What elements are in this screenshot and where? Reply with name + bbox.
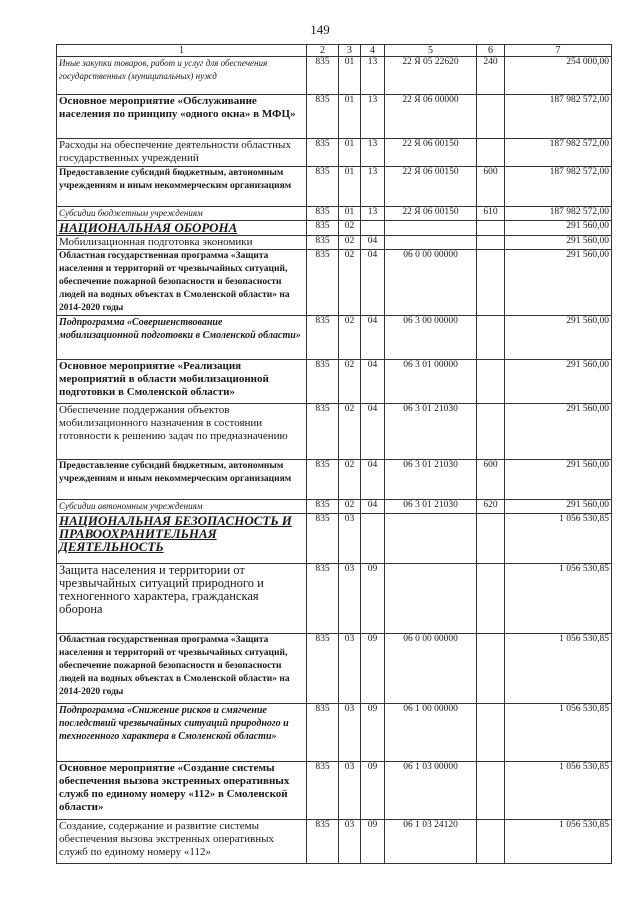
table-row [57,762,612,820]
item-name-cell: Областная государственная программа «Защита населения и территорий от чрезвычайных ситуаций, обеспечение пожарной безопасности и безопасности людей на водных объектах в Смоленской области» на 2014-2020 годы [57,634,307,704]
header-cell-1: 1 [57,45,307,57]
item-name-cell: Субсидии автономным учреждениям [57,500,307,514]
code-section-cell: 01 [339,139,361,167]
code-section-cell: 03 [339,762,361,820]
item-name-cell: Областная государственная программа «Защита населения и территорий от чрезвычайных ситуаций, обеспечение пожарной безопасности и безопасности людей на водных объектах в Смоленской области» на 2014-2020 годы [57,250,307,316]
code-section-cell: 01 [339,57,361,95]
code-admin-cell: 835 [307,704,339,762]
code-expense-type-cell [477,221,505,236]
code-expense-type-cell [477,564,505,634]
code-admin-cell: 835 [307,95,339,139]
code-target-cell: 06 1 00 00000 [385,704,477,762]
code-admin-cell: 835 [307,236,339,250]
code-expense-type-cell [477,236,505,250]
table-row [57,207,612,221]
amount-cell: 291 560,00 [505,360,612,404]
code-subsection-cell: 04 [361,404,385,460]
code-subsection-cell: 13 [361,57,385,95]
code-expense-type-cell [477,820,505,864]
code-subsection-cell: 09 [361,820,385,864]
amount-cell: 1 056 530,85 [505,564,612,634]
code-subsection-cell: 09 [361,634,385,704]
amount-cell: 1 056 530,85 [505,634,612,704]
code-admin-cell: 835 [307,139,339,167]
amount-cell: 187 982 572,00 [505,95,612,139]
amount-cell: 291 560,00 [505,250,612,316]
code-target-cell [385,236,477,250]
item-name-cell: Обеспечение поддержания объектов мобилизационного назначения в состоянии готовности к решению задач по предназначению [57,404,307,460]
code-target-cell: 22 Я 06 00000 [385,95,477,139]
code-target-cell [385,221,477,236]
code-expense-type-cell [477,634,505,704]
code-admin-cell: 835 [307,514,339,564]
table-row [57,704,612,762]
code-expense-type-cell [477,95,505,139]
code-section-cell: 03 [339,820,361,864]
code-expense-type-cell [477,316,505,360]
header-cell-4: 4 [361,45,385,57]
code-expense-type-cell [477,514,505,564]
code-target-cell: 06 1 03 00000 [385,762,477,820]
item-name-cell: Субсидии бюджетным учреждениям [57,207,307,221]
code-section-cell: 02 [339,236,361,250]
code-target-cell [385,514,477,564]
code-admin-cell: 835 [307,250,339,316]
code-section-cell: 03 [339,564,361,634]
code-subsection-cell: 04 [361,236,385,250]
item-name-cell: Основное мероприятие «Реализация мероприятий в области мобилизационной подготовки в Смоленской области» [57,360,307,404]
item-name-cell: Иные закупки товаров, работ и услуг для обеспечения государственных (муниципальных) нужд [57,57,307,95]
code-subsection-cell: 09 [361,762,385,820]
table-row [57,404,612,460]
code-expense-type-cell: 600 [477,167,505,207]
code-target-cell: 06 1 03 24120 [385,820,477,864]
code-subsection-cell: 04 [361,460,385,500]
code-section-cell: 01 [339,95,361,139]
code-admin-cell: 835 [307,207,339,221]
code-subsection-cell: 04 [361,500,385,514]
amount-cell: 1 056 530,85 [505,820,612,864]
code-target-cell: 06 0 00 00000 [385,250,477,316]
code-subsection-cell: 04 [361,316,385,360]
code-section-cell: 02 [339,316,361,360]
code-target-cell: 22 Я 06 00150 [385,207,477,221]
code-expense-type-cell: 240 [477,57,505,95]
amount-cell: 291 560,00 [505,221,612,236]
code-target-cell: 06 0 00 00000 [385,634,477,704]
code-target-cell: 22 Я 06 00150 [385,139,477,167]
item-name-cell: Подпрограмма «Снижение рисков и смягчение последствий чрезвычайных ситуаций природного и техногенного характера в Смоленской области» [57,704,307,762]
code-expense-type-cell: 620 [477,500,505,514]
code-admin-cell: 835 [307,634,339,704]
code-subsection-cell: 13 [361,139,385,167]
amount-cell: 187 982 572,00 [505,139,612,167]
code-subsection-cell [361,221,385,236]
code-expense-type-cell [477,250,505,316]
code-section-cell: 03 [339,514,361,564]
code-admin-cell: 835 [307,762,339,820]
code-subsection-cell: 13 [361,207,385,221]
code-admin-cell: 835 [307,500,339,514]
code-section-cell: 02 [339,221,361,236]
table-row [57,820,612,864]
budget-table [56,44,612,864]
header-cell-7: 7 [505,45,612,57]
code-expense-type-cell [477,360,505,404]
code-admin-cell: 835 [307,404,339,460]
amount-cell: 1 056 530,85 [505,704,612,762]
code-target-cell: 06 3 00 00000 [385,316,477,360]
code-section-cell: 03 [339,704,361,762]
code-target-cell [385,564,477,634]
amount-cell: 254 000,00 [505,57,612,95]
header-cell-2: 2 [307,45,339,57]
code-expense-type-cell [477,139,505,167]
code-admin-cell: 835 [307,820,339,864]
item-name-cell: Подпрограмма «Совершенствование мобилизационной подготовки в Смоленской области» [57,316,307,360]
amount-cell: 291 560,00 [505,500,612,514]
header-cell-3: 3 [339,45,361,57]
page-number: 149 [310,22,330,37]
item-name-cell: Защита населения и территории от чрезвычайных ситуаций природного и техногенного характера, гражданская оборона [57,564,307,634]
code-section-cell: 02 [339,460,361,500]
code-target-cell: 22 Я 06 00150 [385,167,477,207]
code-subsection-cell: 13 [361,167,385,207]
code-section-cell: 01 [339,207,361,221]
code-subsection-cell [361,514,385,564]
code-section-cell: 02 [339,250,361,316]
amount-cell: 291 560,00 [505,460,612,500]
code-admin-cell: 835 [307,167,339,207]
item-name-cell: Мобилизационная подготовка экономики [57,236,307,250]
item-name-cell: Предоставление субсидий бюджетным, автономным учреждениям и иным некоммерческим организациям [57,460,307,500]
table-row [57,360,612,404]
table-row [57,139,612,167]
table-row [57,250,612,316]
code-expense-type-cell [477,762,505,820]
code-section-cell: 03 [339,634,361,704]
item-name-cell: НАЦИОНАЛЬНАЯ БЕЗОПАСНОСТЬ И ПРАВООХРАНИТЕЛЬНАЯ ДЕЯТЕЛЬНОСТЬ [57,514,307,564]
code-target-cell: 06 3 01 21030 [385,500,477,514]
code-target-cell: 06 3 01 00000 [385,360,477,404]
code-admin-cell: 835 [307,460,339,500]
amount-cell: 291 560,00 [505,404,612,460]
header-cell-6: 6 [477,45,505,57]
code-section-cell: 02 [339,360,361,404]
amount-cell: 1 056 530,85 [505,514,612,564]
amount-cell: 187 982 572,00 [505,167,612,207]
table-row [57,316,612,360]
code-target-cell: 06 3 01 21030 [385,460,477,500]
amount-cell: 291 560,00 [505,316,612,360]
code-target-cell: 06 3 01 21030 [385,404,477,460]
code-expense-type-cell [477,404,505,460]
amount-cell: 1 056 530,85 [505,762,612,820]
code-section-cell: 02 [339,404,361,460]
amount-cell: 187 982 572,00 [505,207,612,221]
code-section-cell: 02 [339,500,361,514]
code-subsection-cell: 09 [361,704,385,762]
code-admin-cell: 835 [307,316,339,360]
code-subsection-cell: 04 [361,250,385,316]
table-row [57,236,612,250]
item-name-cell: Основное мероприятие «Обслуживание населения по принципу «одного окна» в МФЦ» [57,95,307,139]
table-row [57,564,612,634]
code-admin-cell: 835 [307,360,339,404]
item-name-cell: Расходы на обеспечение деятельности областных государственных учреждений [57,139,307,167]
header-row [57,45,612,57]
table-row [57,460,612,500]
amount-cell: 291 560,00 [505,236,612,250]
table-row [57,95,612,139]
item-name-cell: Основное мероприятие «Создание системы обеспечения вызова экстренных оперативных служб по единому номеру «112» в Смоленской области» [57,762,307,820]
code-subsection-cell: 13 [361,95,385,139]
table-row [57,167,612,207]
code-admin-cell: 835 [307,221,339,236]
code-section-cell: 01 [339,167,361,207]
item-name-cell: НАЦИОНАЛЬНАЯ ОБОРОНА [57,221,307,236]
code-admin-cell: 835 [307,57,339,95]
item-name-cell: Создание, содержание и развитие системы обеспечения вызова экстренных оперативных служб по единому номеру «112» [57,820,307,864]
item-name-cell: Предоставление субсидий бюджетным, автономным учреждениям и иным некоммерческим организациям [57,167,307,207]
code-expense-type-cell [477,704,505,762]
table-row [57,514,612,564]
code-target-cell: 22 Я 05 22620 [385,57,477,95]
table-row [57,57,612,95]
code-subsection-cell: 09 [361,564,385,634]
table-row [57,221,612,236]
table-row [57,634,612,704]
code-subsection-cell: 04 [361,360,385,404]
code-expense-type-cell: 610 [477,207,505,221]
code-admin-cell: 835 [307,564,339,634]
table-row [57,500,612,514]
header-cell-5: 5 [385,45,477,57]
code-expense-type-cell: 600 [477,460,505,500]
